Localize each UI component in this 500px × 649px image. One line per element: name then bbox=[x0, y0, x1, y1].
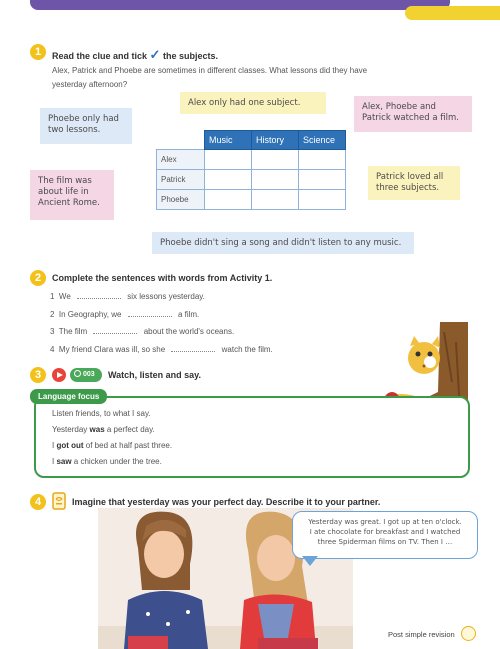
headphones-icon bbox=[74, 370, 81, 377]
tick-cell[interactable] bbox=[205, 170, 252, 190]
header-music: Music bbox=[205, 131, 252, 150]
speech-line-1: Yesterday was great. I got up at ten o'clock. bbox=[308, 518, 462, 526]
language-line-1: Listen friends, to what I say. bbox=[52, 409, 151, 418]
clue-patrick-loved: Patrick loved all three subjects. bbox=[368, 166, 460, 200]
banner-yellow-strip bbox=[405, 6, 500, 20]
language-focus-lines bbox=[52, 409, 172, 473]
intro-line-2: yesterday afternoon? bbox=[52, 80, 128, 89]
answer-blank[interactable] bbox=[77, 298, 121, 299]
activity-3-instruction: Watch, listen and say. bbox=[108, 370, 202, 380]
line-text: of bed at half past three. bbox=[83, 441, 173, 450]
sentence-number: 4 bbox=[50, 344, 55, 354]
sentence-end: watch the film. bbox=[221, 344, 273, 354]
clue-phoebe-no-music: Phoebe didn't sing a song and didn't listen to any music. bbox=[152, 232, 414, 254]
activity-2-number: 2 bbox=[30, 270, 46, 286]
line-text: I bbox=[52, 457, 57, 466]
tick-cell[interactable] bbox=[252, 150, 299, 170]
speech-line-3: three Spiderman films on TV. Then I … bbox=[317, 538, 453, 546]
banner-purple-strip bbox=[30, 0, 450, 10]
highlighted-verb: was bbox=[89, 425, 105, 434]
sentence-end: about the world's oceans. bbox=[143, 327, 235, 336]
sentence-number: 3 bbox=[50, 327, 55, 336]
row-label-phoebe: Phoebe bbox=[157, 190, 205, 210]
activity-4-instruction: Imagine that yesterday was your perfect day. Describe it to your partner. bbox=[72, 497, 381, 507]
sentence-start: The film bbox=[58, 327, 88, 336]
top-banner bbox=[0, 0, 500, 22]
list-item bbox=[50, 292, 273, 310]
play-video-button[interactable] bbox=[52, 368, 66, 382]
speech-bubble bbox=[292, 511, 478, 559]
instruction-text-b: the subjects. bbox=[162, 51, 218, 61]
answer-blank[interactable] bbox=[171, 351, 215, 352]
subject-tick-table bbox=[156, 130, 346, 210]
speech-bubble-tail bbox=[302, 556, 318, 566]
language-line-4 bbox=[52, 457, 172, 473]
line-text: a chicken under the tree. bbox=[71, 457, 162, 466]
intro-line-1: Alex, Patrick and Phoebe are sometimes in different classes. What lessons did they have bbox=[52, 66, 368, 75]
row-label-patrick: Patrick bbox=[157, 170, 205, 190]
clue-alex-one-subject: Alex only had one subject. bbox=[180, 92, 326, 114]
line-text: a perfect day. bbox=[104, 425, 155, 434]
list-item bbox=[50, 345, 273, 363]
tick-cell[interactable] bbox=[252, 170, 299, 190]
page-number-badge bbox=[461, 626, 476, 641]
clue-phoebe-two-lessons: Phoebe only had two lessons. bbox=[40, 108, 132, 144]
header-science: Science bbox=[299, 131, 346, 150]
list-item bbox=[50, 310, 273, 328]
clue-film-rome: The film was about life in Ancient Rome. bbox=[30, 170, 114, 220]
tick-cell[interactable] bbox=[252, 190, 299, 210]
row-label-alex: Alex bbox=[157, 150, 205, 170]
header-history: History bbox=[252, 131, 299, 150]
table-row bbox=[157, 150, 346, 170]
tick-cell[interactable] bbox=[299, 170, 346, 190]
table-row bbox=[157, 190, 346, 210]
activity-3-number: 3 bbox=[30, 367, 46, 383]
activity-4-number: 4 bbox=[30, 494, 46, 510]
sentence-number: 1 bbox=[50, 292, 55, 301]
track-number: 003 bbox=[83, 371, 95, 378]
sentence-number: 2 bbox=[50, 309, 55, 319]
activity-1-instruction bbox=[52, 47, 218, 63]
language-focus-title: Language focus bbox=[30, 389, 107, 404]
sentence-end: a film. bbox=[177, 309, 200, 319]
instruction-text-a: Read the clue and tick bbox=[52, 51, 148, 61]
sentence-start: We bbox=[58, 292, 71, 301]
sentence-start: My friend Clara was ill, so she bbox=[58, 344, 166, 354]
table-row bbox=[157, 170, 346, 190]
speech-line-2: I ate chocolate for breakfast and I watched bbox=[309, 528, 461, 536]
line-text: I bbox=[52, 441, 57, 450]
speaking-icon bbox=[52, 492, 66, 510]
tick-cell[interactable] bbox=[205, 190, 252, 210]
sentence-list bbox=[50, 292, 273, 362]
activity-1-number: 1 bbox=[30, 44, 46, 60]
activity-2-instruction: Complete the sentences with words from Activity 1. bbox=[52, 273, 273, 283]
sentence-start: In Geography, we bbox=[58, 309, 122, 319]
language-line-2 bbox=[52, 425, 172, 441]
sentence-end: six lessons yesterday. bbox=[127, 292, 205, 301]
tick-icon: ✓ bbox=[149, 47, 161, 62]
table-corner bbox=[157, 131, 205, 150]
clue-watched-film: Alex, Phoebe and Patrick watched a film. bbox=[354, 96, 472, 132]
answer-blank[interactable] bbox=[93, 333, 137, 334]
answer-blank[interactable] bbox=[128, 316, 172, 317]
language-line-3 bbox=[52, 441, 172, 457]
tick-cell[interactable] bbox=[299, 150, 346, 170]
activity-1-intro bbox=[52, 64, 367, 92]
tick-cell[interactable] bbox=[299, 190, 346, 210]
list-item bbox=[50, 327, 273, 345]
tick-cell[interactable] bbox=[205, 150, 252, 170]
highlighted-verb: saw bbox=[56, 457, 72, 466]
line-text: Yesterday bbox=[52, 425, 90, 434]
audio-track-badge[interactable] bbox=[70, 368, 102, 382]
highlighted-verb: got out bbox=[56, 441, 84, 450]
footer-section-label: Post simple revision bbox=[388, 630, 455, 639]
